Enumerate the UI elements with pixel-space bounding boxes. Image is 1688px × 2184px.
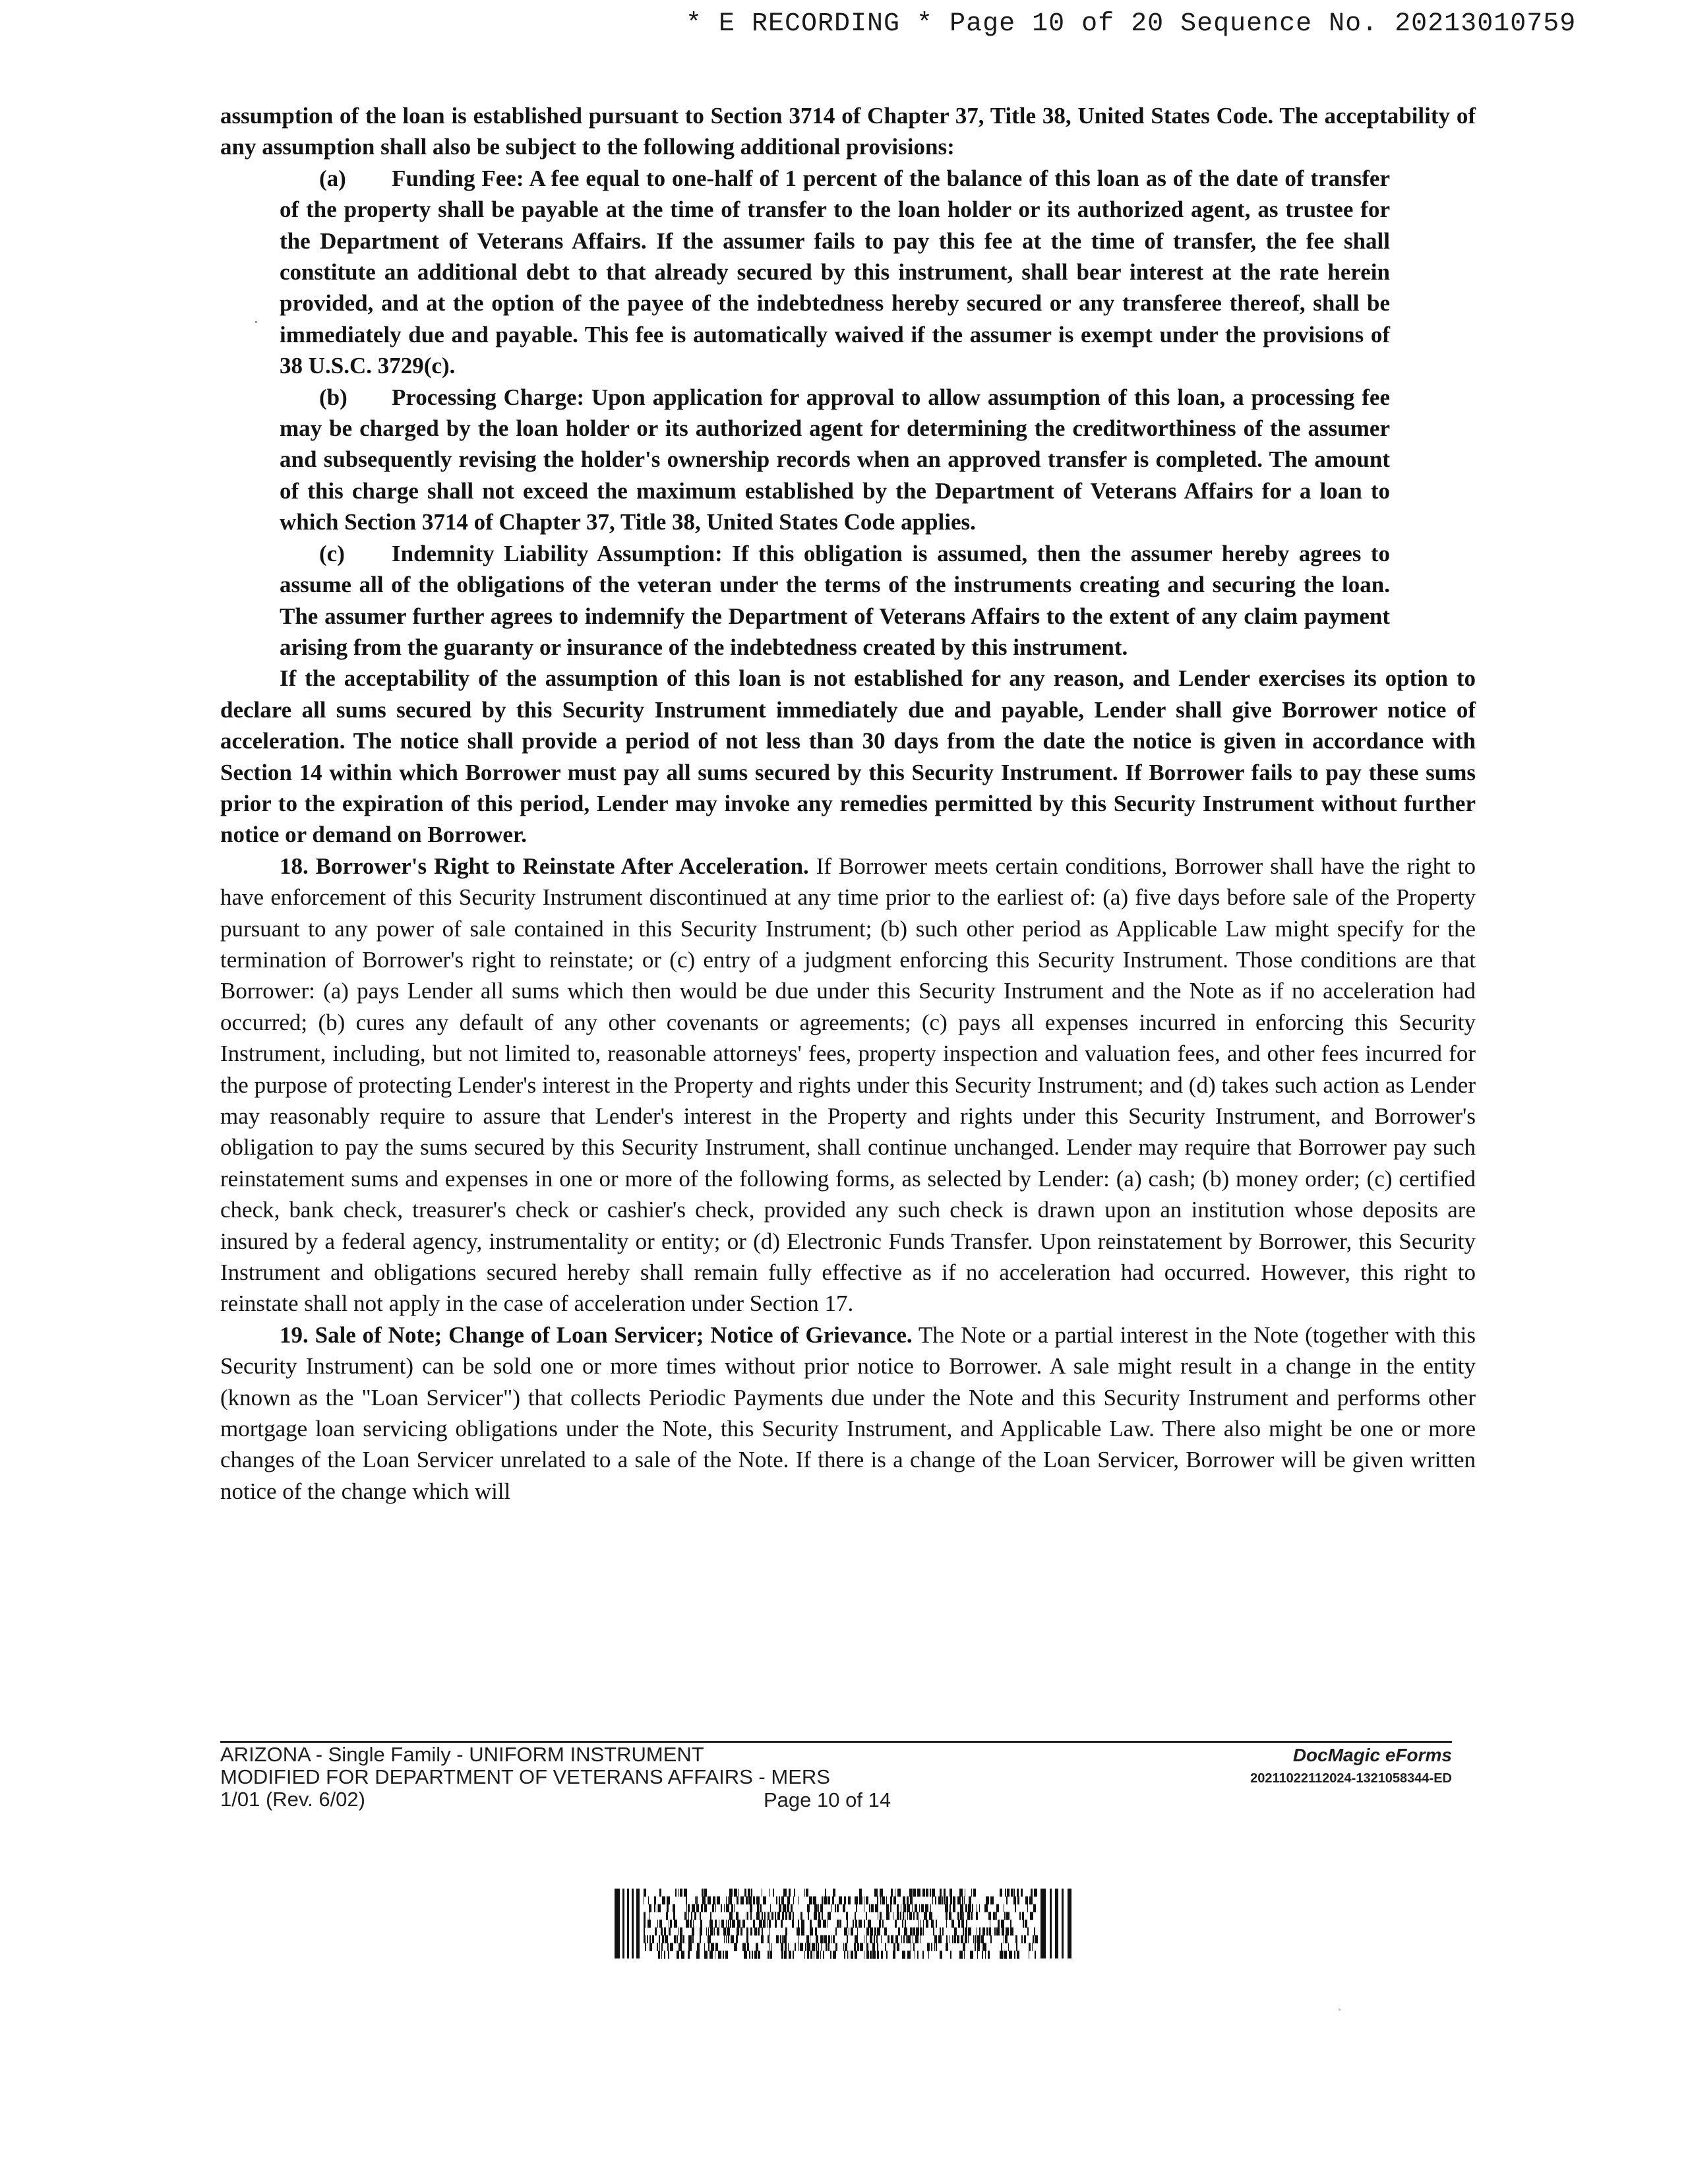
section-18-text: If Borrower meets certain conditions, Borrower shall have the right to have enforcement of this Security Instrument discontinued at any time prior to the earliest of: (a) five days before sale of the Property pursuant to any power of sale contained in this Security Instrument; (b) such other period as Applicable Law might specify for the termination of Borrower's right to reinstate; or (c) entry of a judgment enforcing this Security Instrument. Those conditions are that Borrower: (a) pays Lender all sums which then would be due under this Security Instrument and the Note as if no acceleration had occurred; (b) cures any default of any other covenants or agreements; (c) pays all expenses incurred in enforcing this Security Instrument, including, but not limited to, reasonable attorneys' fees, property inspection and valuation fees, and other fees incurred for the purpose of protecting Lender's interest in the Property and rights under this Security Instrument; and (d) takes such action as Lender may reasonably require to assure that Lender's interest in the Property and rights under this Security Instrument, and Borrower's obligation to pay the sums secured by this Security Instrument, shall continue unchanged. Lender may require that Borrower pay such reinstatement sums and expenses in one or more of the following forms, as selected by Lender: (a) cash; (b) money order; (c) certified check, bank check, treasurer's check or cashier's check, provided any such check is drawn upon an institution whose deposits are insured by a federal agency, instrumentality or entity; or (d) Electronic Funds Transfer. Upon reinstatement by Borrower, this Security Instrument and obligations secured hereby shall remain fully effective as if no acceleration had occurred. However, this right to reinstate shall not apply in the case of acceleration under Section 17. bbox=[220, 853, 1476, 1317]
provision-b bbox=[280, 382, 1390, 538]
provision-a bbox=[280, 163, 1390, 382]
section-18 bbox=[220, 851, 1476, 1320]
section-19-heading: 19. Sale of Note; Change of Loan Servicer; Notice of Grievance. bbox=[280, 1321, 913, 1348]
footer-line-2: MODIFIED FOR DEPARTMENT OF VETERANS AFFAIRS - MERS bbox=[220, 1765, 830, 1788]
provision-c-text: Indemnity Liability Assumption: If this obligation is assumed, then the assumer hereby agrees to assume all of the obligations of the veteran under the terms of the instruments creating and securing the loan. The assumer further agrees to indemnify the Department of Veterans Affairs to the extent of any claim payment arising from the guaranty or insurance of the indebtedness created by this instrument. bbox=[280, 540, 1390, 660]
intro-paragraph: assumption of the loan is established pursuant to Section 3714 of Chapter 37, Title 38, United States Code. The acceptability of any assumption shall also be subject to the following additional provisions: bbox=[220, 103, 1476, 160]
scan-speck bbox=[255, 321, 257, 323]
barcode-image bbox=[613, 1886, 1073, 1961]
footer-page-number: Page 10 of 14 bbox=[764, 1788, 891, 1811]
scan-speck-2 bbox=[1339, 2009, 1341, 2011]
acceptability-paragraph: If the acceptability of the assumption of this loan is not established for any reason, and Lender exercises its option to declare all sums secured by this Security Instrument immediately due and payable, Lender shall give Borrower notice of acceleration. The notice shall provide a period of not less than 30 days from the date the notice is given in accordance with Section 14 within which Borrower must pay all sums secured by this Security Instrument. If Borrower fails to pay these sums prior to the expiration of this period, Lender may invoke any remedies permitted by this Security Instrument without further notice or demand on Borrower. bbox=[220, 665, 1476, 848]
docmagic-logo: DocMagic eForms bbox=[1292, 1745, 1452, 1765]
provision-c-marker: (c) bbox=[319, 540, 345, 566]
section-19 bbox=[220, 1320, 1476, 1507]
footer-line-3: 1/01 (Rev. 6/02) bbox=[220, 1788, 365, 1811]
recording-header: * E RECORDING * Page 10 of 20 Sequence No. 20213010759 bbox=[686, 9, 1577, 39]
document-body bbox=[220, 100, 1476, 1507]
provision-a-marker: (a) bbox=[319, 165, 346, 191]
section-19-text: The Note or a partial interest in the Note (together with this Security Instrument) can be sold one or more times without prior notice to Borrower. A sale might result in a change in the entity (known as the "Loan Servicer") that collects Periodic Payments due under the Note and this Security Instrument and performs other mortgage loan servicing obligations under the Note, this Security Instrument, and Applicable Law. There also might be one or more changes of the Loan Servicer unrelated to a sale of the Note. If there is a change of the Loan Servicer, Borrower will be given written notice of the change which will bbox=[220, 1321, 1476, 1504]
provision-b-marker: (b) bbox=[319, 384, 347, 410]
section-18-heading: 18. Borrower's Right to Reinstate After Acceleration. bbox=[280, 853, 809, 879]
provision-a-text: Funding Fee: A fee equal to one-half of 1 percent of the balance of this loan as of the date of transfer of the property shall be payable at the time of transfer to the loan holder or its authorized agent, as trustee for the Department of Veterans Affairs. If the assumer fails to pay this fee at the time of transfer, the fee shall constitute an additional debt to that already secured by this instrument, shall bear interest at the rate herein provided, and at the option of the payee of the indebtedness hereby secured or any transferee thereof, shall be immediately due and payable. This fee is automatically waived if the assumer is exempt under the provisions of 38 U.S.C. 3729(c). bbox=[280, 165, 1390, 379]
provision-c bbox=[280, 538, 1390, 663]
footer-line-1: ARIZONA - Single Family - UNIFORM INSTRUMENT bbox=[220, 1743, 704, 1766]
provision-b-text: Processing Charge: Upon application for approval to allow assumption of this loan, a processing fee may be charged by the loan holder or its authorized agent for determining the creditworthiness of the assumer and subsequently revising the holder's ownership records when an approved transfer is completed. The amount of this charge shall not exceed the maximum established by the Department of Veterans Affairs for a loan to which Section 3714 of Chapter 37, Title 38, United States Code applies. bbox=[280, 384, 1390, 535]
footer-doc-code: 20211022112024-1321058344-ED bbox=[1250, 1771, 1452, 1786]
